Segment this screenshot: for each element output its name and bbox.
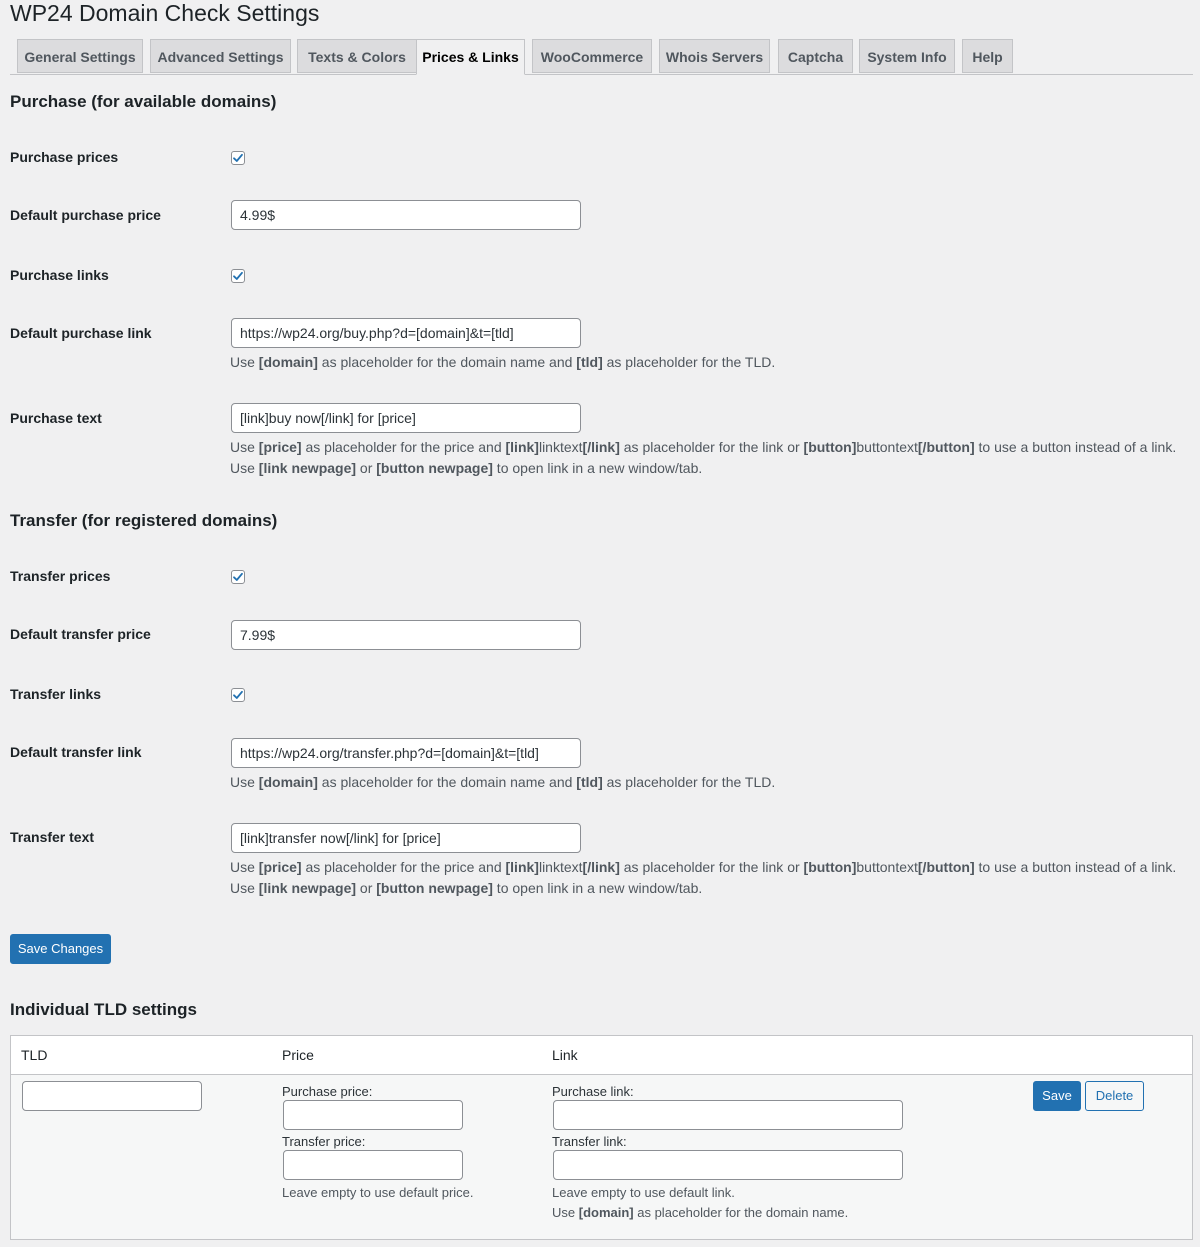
transfer-text-input[interactable]: [link]transfer now[/link] for [price] <box>231 823 581 853</box>
tab-prices-links[interactable]: Prices & Links <box>416 39 525 75</box>
tld-settings-heading: Individual TLD settings <box>10 1000 198 1019</box>
transfer-text-description-line1: Use [price] as placeholder for the price and [link]linktext[/link] as placeholder for the link or [button]buttontext[/button] to use a button instead of a link. <box>230 859 1177 875</box>
tab-help[interactable]: Help <box>962 39 1013 73</box>
price-note: Leave empty to use default price. <box>282 1185 474 1200</box>
purchase-links-label: Purchase links <box>10 267 109 283</box>
purchase-text-input[interactable]: [link]buy now[/link] for [price] <box>231 403 581 433</box>
purchase-link-label: Purchase link: <box>552 1084 634 1099</box>
default-transfer-price-input[interactable]: 7.99$ <box>231 620 581 650</box>
transfer-text-label: Transfer text <box>10 829 95 845</box>
purchase-prices-label: Purchase prices <box>10 149 119 165</box>
tab-texts-colors[interactable]: Texts & Colors <box>297 39 417 73</box>
purchase-links-checkbox[interactable] <box>231 269 245 283</box>
column-header-tld: TLD <box>21 1047 48 1063</box>
table-row <box>11 1075 1192 1239</box>
default-transfer-link-input[interactable]: https://wp24.org/transfer.php?d=[domain]&t=[tld] <box>231 738 581 768</box>
purchase-text-description-line2: Use [link newpage] or [button newpage] to open link in a new window/tab. <box>230 460 703 476</box>
tab-advanced-settings[interactable]: Advanced Settings <box>150 39 291 73</box>
tab-general-settings[interactable]: General Settings <box>17 39 143 73</box>
tld-save-button[interactable]: Save <box>1033 1081 1081 1111</box>
transfer-links-label: Transfer links <box>10 686 102 702</box>
link-note: Leave empty to use default link. <box>552 1185 735 1200</box>
default-transfer-price-label: Default transfer price <box>10 626 151 642</box>
tld-transfer-link-input[interactable] <box>553 1150 903 1180</box>
default-transfer-link-label: Default transfer link <box>10 744 142 760</box>
transfer-link-label: Transfer link: <box>552 1134 627 1149</box>
tld-input[interactable] <box>22 1081 202 1111</box>
column-header-price: Price <box>282 1047 314 1063</box>
transfer-heading: Transfer (for registered domains) <box>10 511 278 530</box>
transfer-prices-label: Transfer prices <box>10 568 111 584</box>
tab-captcha[interactable]: Captcha <box>778 39 853 73</box>
checkmark-icon <box>232 571 244 583</box>
tld-purchase-link-input[interactable] <box>553 1100 903 1130</box>
default-purchase-link-input[interactable]: https://wp24.org/buy.php?d=[domain]&t=[tld] <box>231 318 581 348</box>
checkmark-icon <box>232 270 244 282</box>
tab-whois-servers[interactable]: Whois Servers <box>659 39 770 73</box>
purchase-heading: Purchase (for available domains) <box>10 92 277 111</box>
transfer-prices-checkbox[interactable] <box>231 570 245 584</box>
default-purchase-link-label: Default purchase link <box>10 325 152 341</box>
purchase-link-description: Use [domain] as placeholder for the domain name and [tld] as placeholder for the TLD. <box>230 354 776 370</box>
purchase-price-label: Purchase price: <box>282 1084 373 1099</box>
tld-settings-table <box>10 1035 1193 1240</box>
settings-tabs <box>10 39 1193 75</box>
purchase-text-description-line1: Use [price] as placeholder for the price and [link]linktext[/link] as placeholder for the link or [button]buttontext[/button] to use a button instead of a link. <box>230 439 1177 455</box>
table-header <box>11 1036 1192 1075</box>
tld-purchase-price-input[interactable] <box>283 1100 463 1130</box>
column-header-link: Link <box>552 1047 578 1063</box>
tab-woocommerce[interactable]: WooCommerce <box>532 39 652 73</box>
transfer-link-description: Use [domain] as placeholder for the domain name and [tld] as placeholder for the TLD. <box>230 774 776 790</box>
tab-system-info[interactable]: System Info <box>859 39 955 73</box>
transfer-price-label: Transfer price: <box>282 1134 366 1149</box>
transfer-links-checkbox[interactable] <box>231 688 245 702</box>
tld-delete-button[interactable]: Delete <box>1085 1081 1144 1111</box>
link-placeholder-note: Use [domain] as placeholder for the domain name. <box>552 1205 849 1220</box>
checkmark-icon <box>232 689 244 701</box>
default-purchase-price-label: Default purchase price <box>10 207 161 223</box>
purchase-text-label: Purchase text <box>10 410 102 426</box>
save-changes-button[interactable]: Save Changes <box>10 934 111 964</box>
tld-transfer-price-input[interactable] <box>283 1150 463 1180</box>
checkmark-icon <box>232 152 244 164</box>
default-purchase-price-input[interactable]: 4.99$ <box>231 200 581 230</box>
page-title: WP24 Domain Check Settings <box>10 0 320 26</box>
purchase-prices-checkbox[interactable] <box>231 151 245 165</box>
transfer-text-description-line2: Use [link newpage] or [button newpage] to open link in a new window/tab. <box>230 880 703 896</box>
